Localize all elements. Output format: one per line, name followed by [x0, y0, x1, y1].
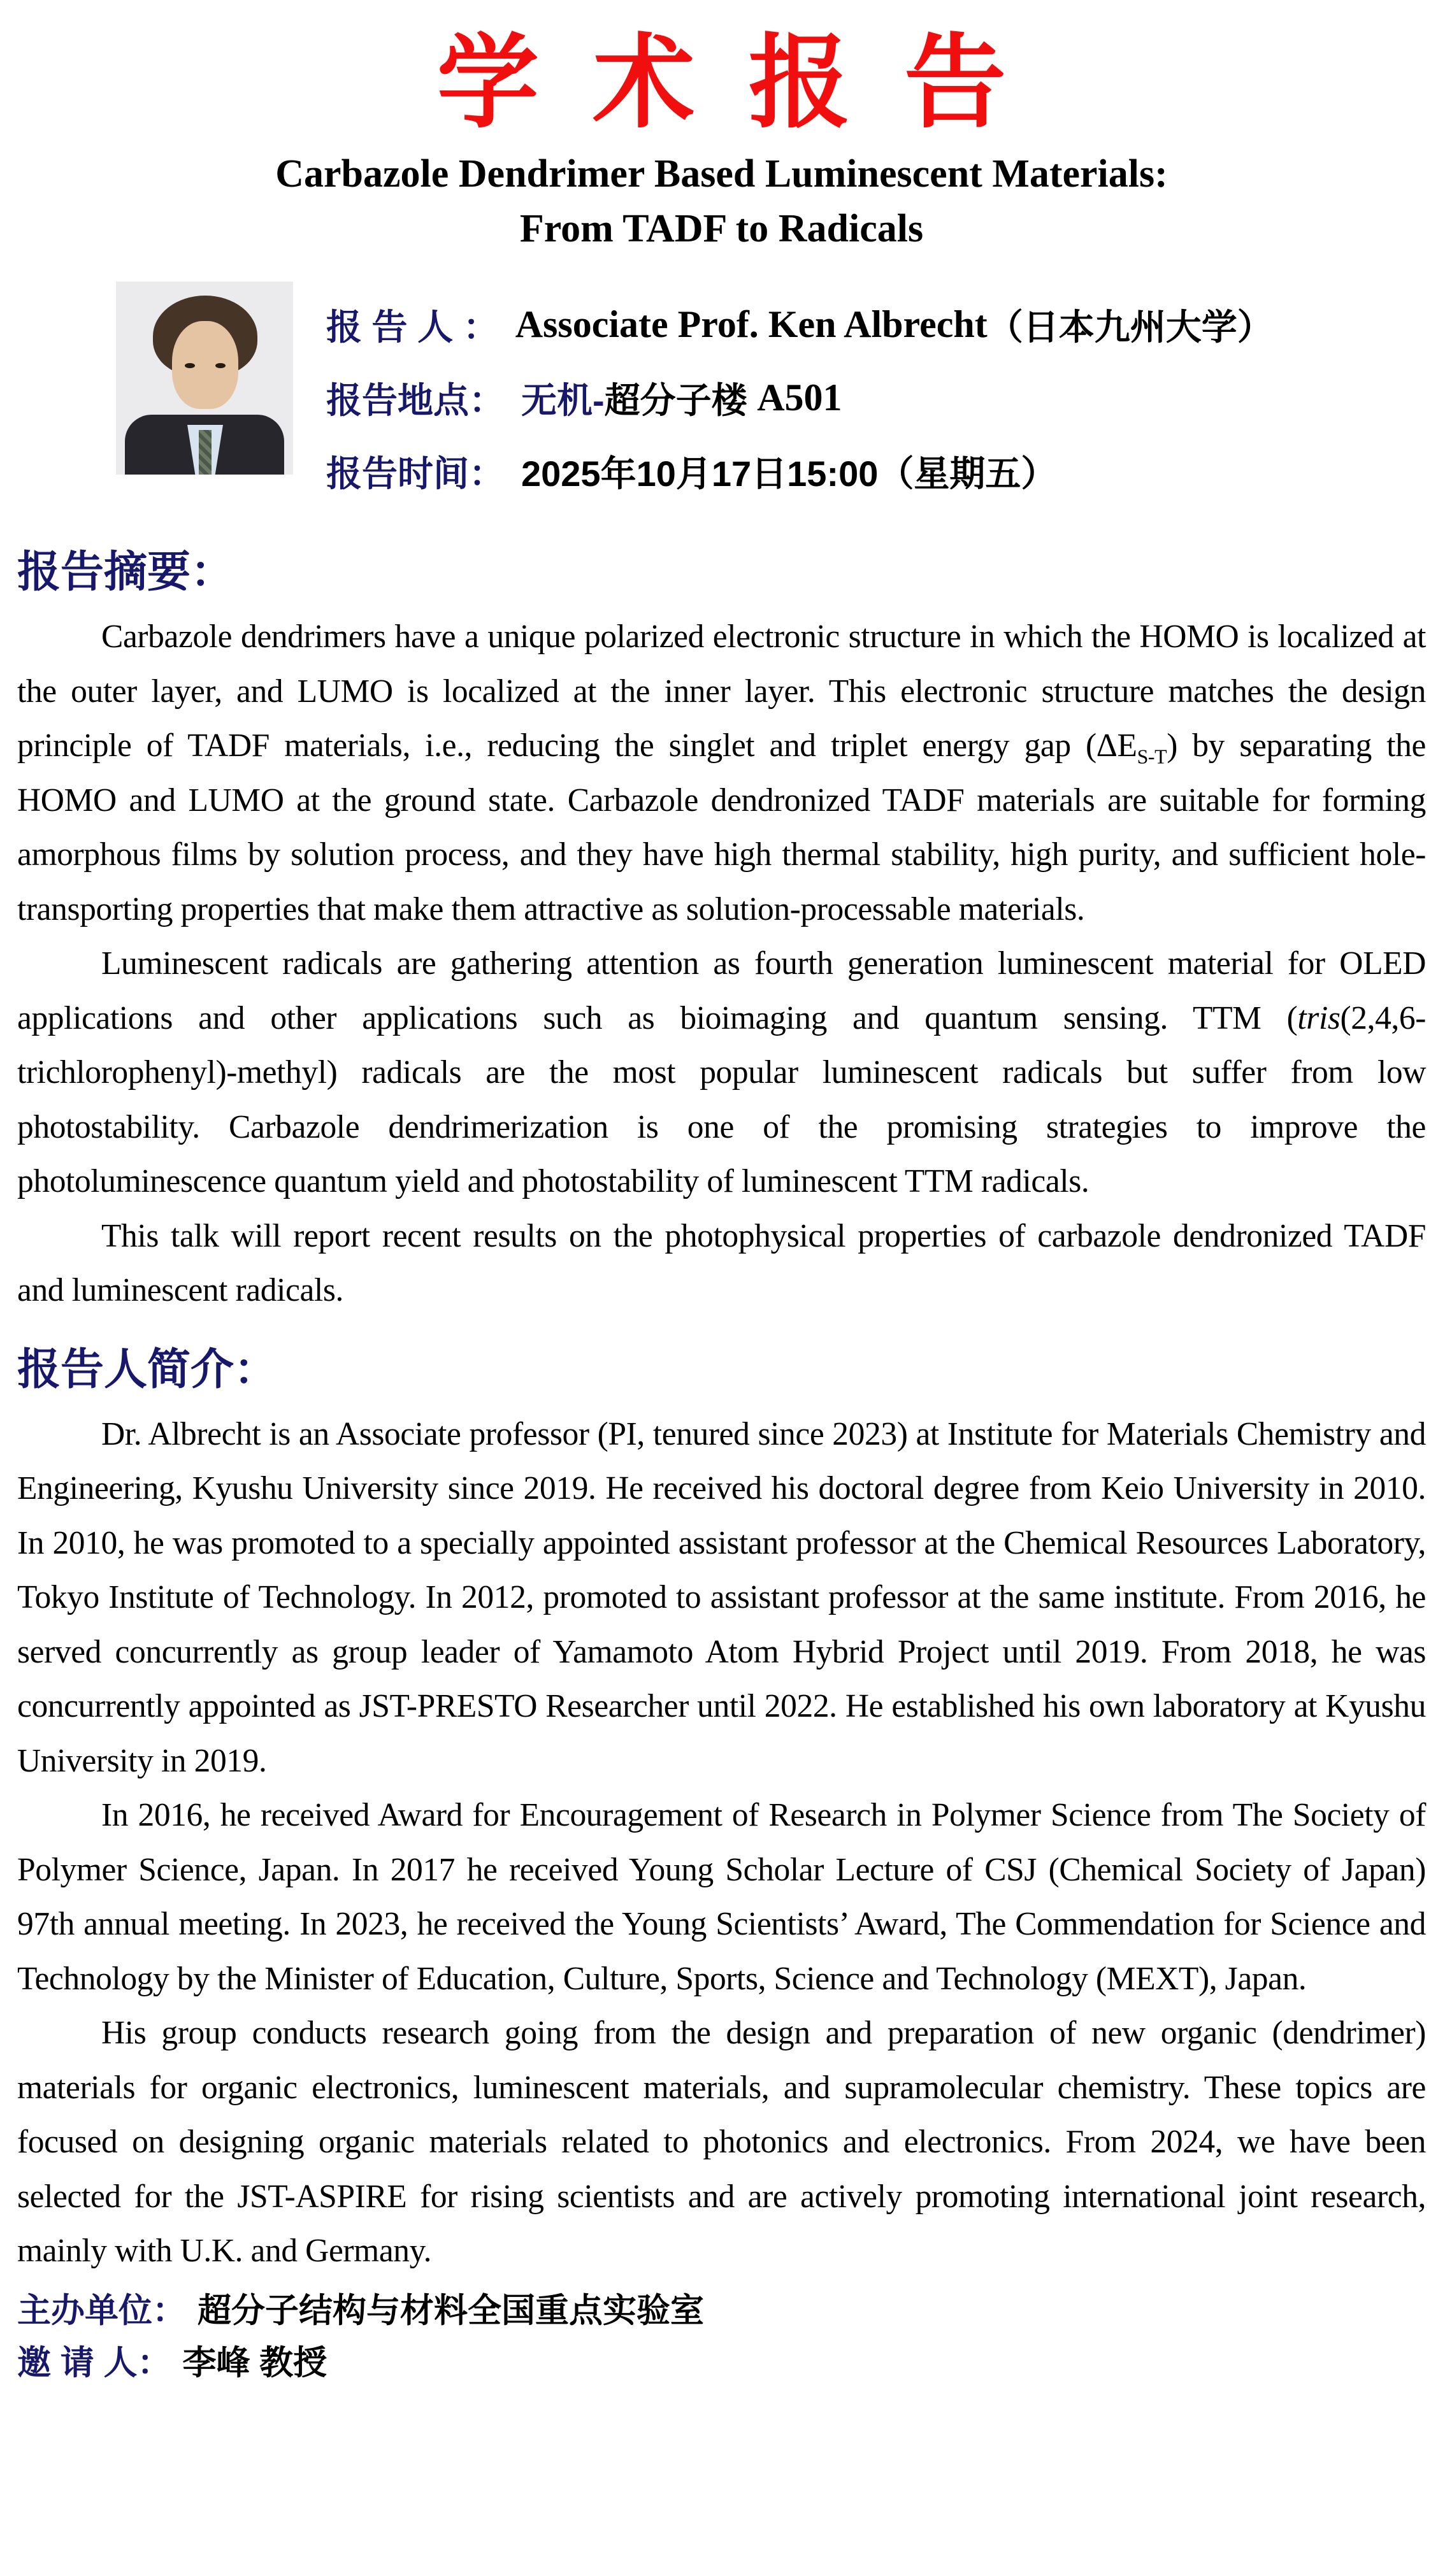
text-segment: Associate Prof. Ken Albrecht	[515, 303, 988, 345]
inviter-line	[17, 2337, 1426, 2389]
text-segment: In 2016, he received Award for Encouragement of Research in Polymer Science from The Society of Polymer Science, Japan. In 2017 he received Young Scholar Lecture of CSJ (Chemical Society of Japan) 97th annual meeting. In 2023, he received the Young Scientists’ Award, The Commendation for Science and Technology by the Minister of Education, Culture, Sports, Science and Technology (MEXT), Japan.	[17, 1797, 1426, 1997]
text-segment: 邀 请 人：	[17, 2343, 171, 2382]
abstract-paragraph-1	[17, 610, 1426, 936]
text-segment: 李峰 教授	[182, 2343, 327, 2382]
text-segment: 2025年10月17日15:00（星期五）	[521, 453, 1057, 494]
speaker-section	[116, 282, 1426, 508]
text-segment: 超分子结构与材料全国重点实验室	[198, 2291, 704, 2329]
text-segment: Carbazole dendrimers have a unique polarized electronic structure in which the HOMO is localized at the outer layer, and LUMO is localized at the inner layer. This electronic structure matches the design principle of TADF materials, i.e., reducing the singlet and triplet energy gap (ΔE	[17, 619, 1426, 764]
text-segment: Dr. Albrecht is an Associate professor (PI, tenured since 2023) at Institute for Materials Chemistry and Engineering, Kyushu University since 2019. He received his doctoral degree from Keio University in 2010. In 2010, he was promoted to a specially appointed assistant professor at the Chemical Resources Laboratory, Tokyo Institute of Technology. In 2012, promoted to assistant professor at the same institute. From 2016, he served concurrently as group leader of Yamamoto Atom Hybrid Project until 2019. From 2018, he was concurrently appointed as JST-PRESTO Researcher until 2022. He established his own laboratory at Kyushu University in 2019.	[17, 1415, 1426, 1779]
text-segment: （日本九州大学）	[987, 306, 1273, 347]
bio-paragraph-1	[17, 1407, 1426, 1789]
abstract-paragraph-3	[17, 1209, 1426, 1318]
organizer-line	[17, 2285, 1426, 2337]
page-title: 学 术 报 告	[436, 25, 1019, 140]
speaker-photo	[116, 282, 293, 475]
text-segment: 报 告 人 ：	[326, 306, 499, 347]
text-segment: 报告地点：	[326, 380, 505, 420]
speaker-name-line	[326, 288, 1273, 361]
text-segment: This talk will report recent results on the photophysical properties of carbazole dendronized TADF and luminescent radicals.	[17, 1217, 1426, 1308]
text-segment: (2,4,6-trichlorophenyl)-methyl) radicals are the most popular luminescent radicals but suffer from low photostability. Carbazole dendrimerization is one of the promising strategies to improve the photoluminescence quantum yield and photostability of luminescent TTM radicals.	[17, 999, 1426, 1199]
text-segment: tris	[1297, 999, 1341, 1036]
bio-paragraph-3	[17, 2006, 1426, 2279]
text-segment: Luminescent radicals are gathering attention as fourth generation luminescent material for OLED applications and other applications such as bioimaging and quantum sensing. TTM (	[17, 945, 1426, 1036]
speaker-location-line	[326, 361, 1273, 434]
photo-face-shape	[172, 321, 238, 409]
talk-title	[17, 147, 1426, 256]
talk-title-line2: From TADF to Radicals	[519, 207, 924, 250]
bio-paragraph-2	[17, 1788, 1426, 2006]
speaker-info	[326, 282, 1273, 508]
bio-heading: 报告人简介：	[17, 1345, 278, 1394]
footer	[17, 2285, 1426, 2389]
text-segment: S-T	[1137, 745, 1167, 768]
abstract-paragraph-2	[17, 936, 1426, 1209]
text-segment: ) by separating the HOMO and LUMO at the ground state. Carbazole dendronized TADF materials are suitable for forming amorphous films by solution process, and they have high thermal stability, high purity, and sufficient hole-transporting properties that make them attractive as solution-processable materials.	[17, 727, 1426, 927]
text-segment: 报告时间：	[326, 453, 505, 494]
text-segment: A501	[757, 376, 842, 419]
photo-tie-shape	[199, 430, 212, 475]
text-segment: 超分子楼	[604, 380, 758, 420]
talk-title-line1: Carbazole Dendrimer Based Luminescent Materials:	[275, 152, 1168, 196]
photo-eye-shape	[185, 363, 195, 368]
text-segment: His group conducts research going from the design and preparation of new organic (dendrimer) materials for organic electronics, luminescent materials, and supramolecular chemistry. These topics are focused on designing organic materials related to photonics and electronics. From 2024, we have been selected for the JST-ASPIRE for rising scientists and are actively promoting international joint research, mainly with U.K. and Germany.	[17, 2015, 1426, 2269]
abstract-heading: 报告摘要：	[17, 548, 234, 596]
text-segment: 主办单位：	[17, 2291, 186, 2329]
photo-eye-shape	[215, 363, 226, 368]
speaker-time-line	[326, 434, 1273, 508]
text-segment: 无机-	[521, 380, 605, 420]
